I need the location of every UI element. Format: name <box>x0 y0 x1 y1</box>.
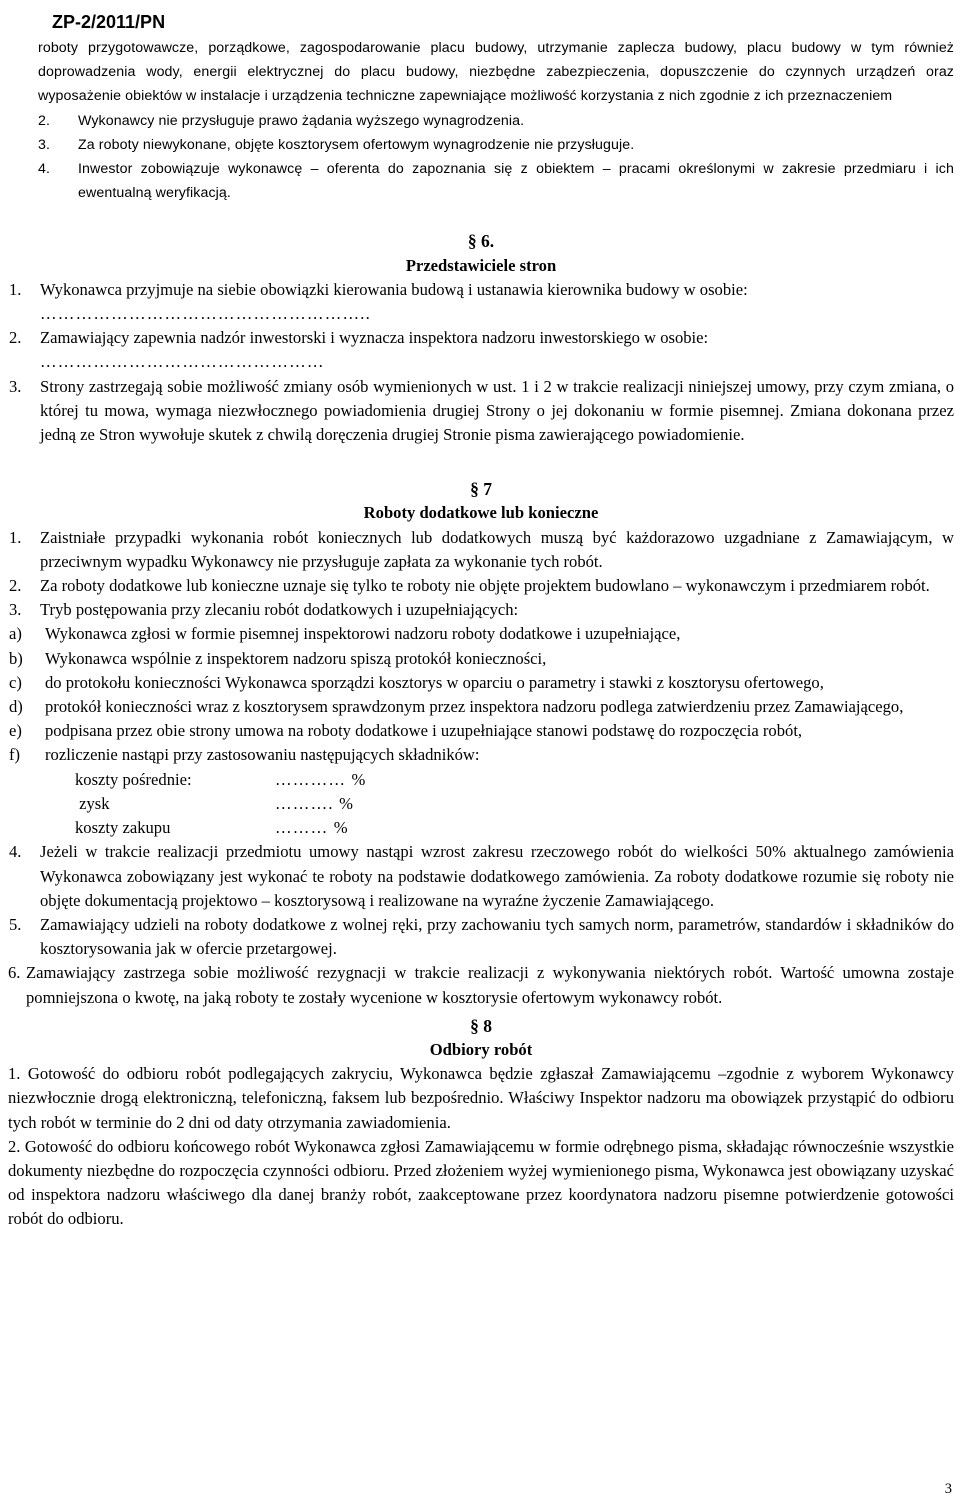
cost-value: ………. % <box>275 793 355 813</box>
list-item <box>8 840 954 913</box>
section-6-title: Przedstawiciele stron <box>405 255 557 275</box>
list-item <box>8 133 954 157</box>
sub-item-letter: f) <box>9 745 21 765</box>
intro-paragraph: roboty przygotowawcze, porządkowe, zagospodarowanie placu budowy, utrzymanie zaplecza budowy, placu budowy w tym również doprowadzenia wody, energii elektrycznej do placu budowy, niezbędne zabezpieczenia, dopuszczenie do czynnych urządzeń oraz wyposażenie obiektów w instalacje i urządzenia techniczne zapewniające możliwość korzystania z nich zgodnie z ich przeznaczeniem <box>38 40 954 105</box>
item-number: 3. <box>9 600 22 620</box>
item-number: 2. <box>38 112 51 129</box>
item-text: Jeżeli w trakcie realizacji przedmiotu umowy nastąpi wzrost zakresu rzeczowego robót do wielkości 50% aktualnego zamówienia Wykonawca zobowiązany jest wykonać te roboty na podstawie dodatkowego zamówienia. Za roboty dodatkowe rozumie się roboty nie objęte dokumentacją projektowo – kosztorysową i realizowane na wyraźne życzenie Zamawiającego. <box>40 842 954 910</box>
sub-list-item <box>8 719 954 743</box>
item-number: 1. <box>9 279 22 299</box>
sub-item-text: rozliczenie nastąpi przy zastosowaniu następujących składników: <box>45 745 480 765</box>
list-item <box>8 326 954 374</box>
list-item <box>8 109 954 133</box>
cost-value: ……… % <box>275 818 349 838</box>
list-item <box>8 375 954 448</box>
sub-item-letter: e) <box>9 721 22 741</box>
item-number: 2. <box>9 576 22 596</box>
sub-item-letter: a) <box>9 624 22 644</box>
list-item <box>8 598 954 622</box>
item-number: 1. <box>9 527 22 547</box>
list-item <box>8 913 954 961</box>
section-7-title: Roboty dodatkowe lub konieczne <box>363 503 599 523</box>
cost-row <box>8 816 954 840</box>
sub-item-text: Wykonawca wspólnie z inspektorem nadzoru spiszą protokół konieczności, <box>45 648 547 668</box>
cost-row <box>8 768 954 792</box>
sub-item-text: Wykonawca zgłosi w formie pisemnej inspektorowi nadzoru roboty dodatkowe i uzupełniające, <box>45 624 681 644</box>
cost-label: koszty pośrednie: <box>75 769 192 789</box>
item-text: Zamawiający udzieli na roboty dodatkowe z wolnej ręki, przy zachowaniu tych samych norm, parametrów, standardów i składników do kosztorysowania jak w ofercie przetargowej. <box>40 914 954 959</box>
page-number: 3 <box>944 1480 952 1497</box>
page-content <box>8 36 954 1232</box>
item-text: Za roboty dodatkowe lub konieczne uznaje się tylko te roboty nie objęte projektem budowlano – wykonawczym i przedmiarem robót. <box>40 576 930 596</box>
sub-item-letter: b) <box>9 648 23 668</box>
cost-value: ………… % <box>275 769 367 789</box>
fill-in-dots: ………………………………………… <box>40 352 325 372</box>
sub-item-letter: d) <box>9 697 23 717</box>
item-number: 3. <box>9 376 22 396</box>
paragraph: 1. Gotowość do odbioru robót podlegających zakryciu, Wykonawca będzie zgłaszał Zamawiającemu –zgodnie z wyborem Wykonawcy niezwłocznie drogą elektroniczną, telefoniczną, faksem lub bezpośrednio. Właściwy Inspektor nadzoru ma obowiązek przystąpić do odbioru tych robót w terminie do 2 dni od daty otrzymania zawiadomienia. <box>8 1064 954 1132</box>
item-number: 6. <box>8 963 21 983</box>
list-item <box>8 157 954 205</box>
item-text: Za roboty niewykonane, objęte kosztorysem ofertowym wynagrodzenie nie przysługuje. <box>78 136 635 153</box>
list-item <box>8 961 954 1009</box>
sub-list-item <box>8 622 954 646</box>
sub-item-text: podpisana przez obie strony umowa na roboty dodatkowe i uzupełniające stanowi podstawę do rozpoczęcia robót, <box>45 721 803 741</box>
item-text: Strony zastrzegają sobie możliwość zmiany osób wymienionych w ust. 1 i 2 w trakcie realizacji niniejszej umowy, przy czym zmiana, o której tu mowa, wymaga niezwłocznego powiadomienia drugiej Strony o jej dokonaniu w formie pisemnej. Zmiana dokonana przez jedną ze Stron wywołuje skutek z chwilą doręczenia drugiej Stronie pisma zawierającego powiadomienie. <box>40 376 954 445</box>
section-7-number: § 7 <box>470 479 492 500</box>
sub-list-item <box>8 695 954 719</box>
fill-in-dots: ……………………………………………….. <box>40 304 371 324</box>
section-6-number: § 6. <box>467 231 495 252</box>
item-text: Wykonawca przyjmuje na siebie obowiązki kierowania budową i ustanawia kierownika budowy w osobie: ……………………………………………….. <box>40 279 748 324</box>
cost-label: koszty zakupu <box>75 818 171 838</box>
list-item <box>8 574 954 598</box>
cost-label: zysk <box>75 793 110 813</box>
item-text: Inwestor zobowiązuje wykonawcę – oferenta do zapoznania się z obiektem – pracami określonymi w zakresie przedmiaru i ich ewentualną weryfikacją. <box>78 161 954 202</box>
item-number: 5. <box>9 914 22 934</box>
paragraph: 2. Gotowość do odbioru końcowego robót Wykonawca zgłosi Zamawiającemu w formie odrębnego pisma, składając równocześnie wszystkie dokumenty niezbędne do rozpoczęcia czynności odbioru. Przed złożeniem wyżej wymienionego pisma, Wykonawca jest obowiązany uzyskać od inspektora nadzoru właściwego dla danej branży robót, zaakceptowane przez koordynatora nadzoru pisemne potwierdzenie gotowości robót do odbioru. <box>8 1136 954 1229</box>
section-8-title: Odbiory robót <box>429 1039 533 1059</box>
sub-list-item <box>8 743 954 767</box>
item-number: 4. <box>38 161 51 178</box>
list-item <box>8 278 954 326</box>
item-number: 4. <box>9 842 22 862</box>
sub-list-item <box>8 647 954 671</box>
item-text: Zaistniałe przypadki wykonania robót koniecznych lub dodatkowych muszą być każdorazowo uzgadniane z Zamawiającym, w przeciwnym wypadku Wykonawcy nie przysługuje zapłata za wykonanie tych robót. <box>40 527 954 571</box>
sub-item-text: protokół konieczności wraz z kosztorysem sprawdzonym przez inspektora nadzoru podlega zatwierdzeniu przez Zamawiającego, <box>45 697 904 717</box>
item-text: Wykonawcy nie przysługuje prawo żądania wyższego wynagrodzenia. <box>78 112 525 129</box>
item-number: 3. <box>38 136 51 153</box>
section-8-number: § 8 <box>470 1015 492 1036</box>
cost-row <box>8 792 954 816</box>
item-text: Zamawiający zapewnia nadzór inwestorski i wyznacza inspektora nadzoru inwestorskiego w osobie: ………………………………………… <box>40 328 709 372</box>
sub-list-item <box>8 671 954 695</box>
sub-item-letter: c) <box>9 672 22 692</box>
item-text: Tryb postępowania przy zlecaniu robót dodatkowych i uzupełniających: <box>40 600 519 620</box>
sub-item-text: do protokołu konieczności Wykonawca sporządzi kosztorys w oparciu o parametry i stawki z kosztorysu ofertowego, <box>45 672 824 692</box>
document-id-header: ZP-2/2011/PN <box>52 12 166 32</box>
item-text: Zamawiający zastrzega sobie możliwość rezygnacji w trakcie realizacji z wykonywania niektórych robót. Wartość umowna zostaje pomniejszona o kwotę, na jaką roboty te zostały wycenione w kosztorysie ofertowym wykonawcy robót. <box>26 963 954 1007</box>
item-number: 2. <box>9 328 22 348</box>
list-item <box>8 526 954 574</box>
